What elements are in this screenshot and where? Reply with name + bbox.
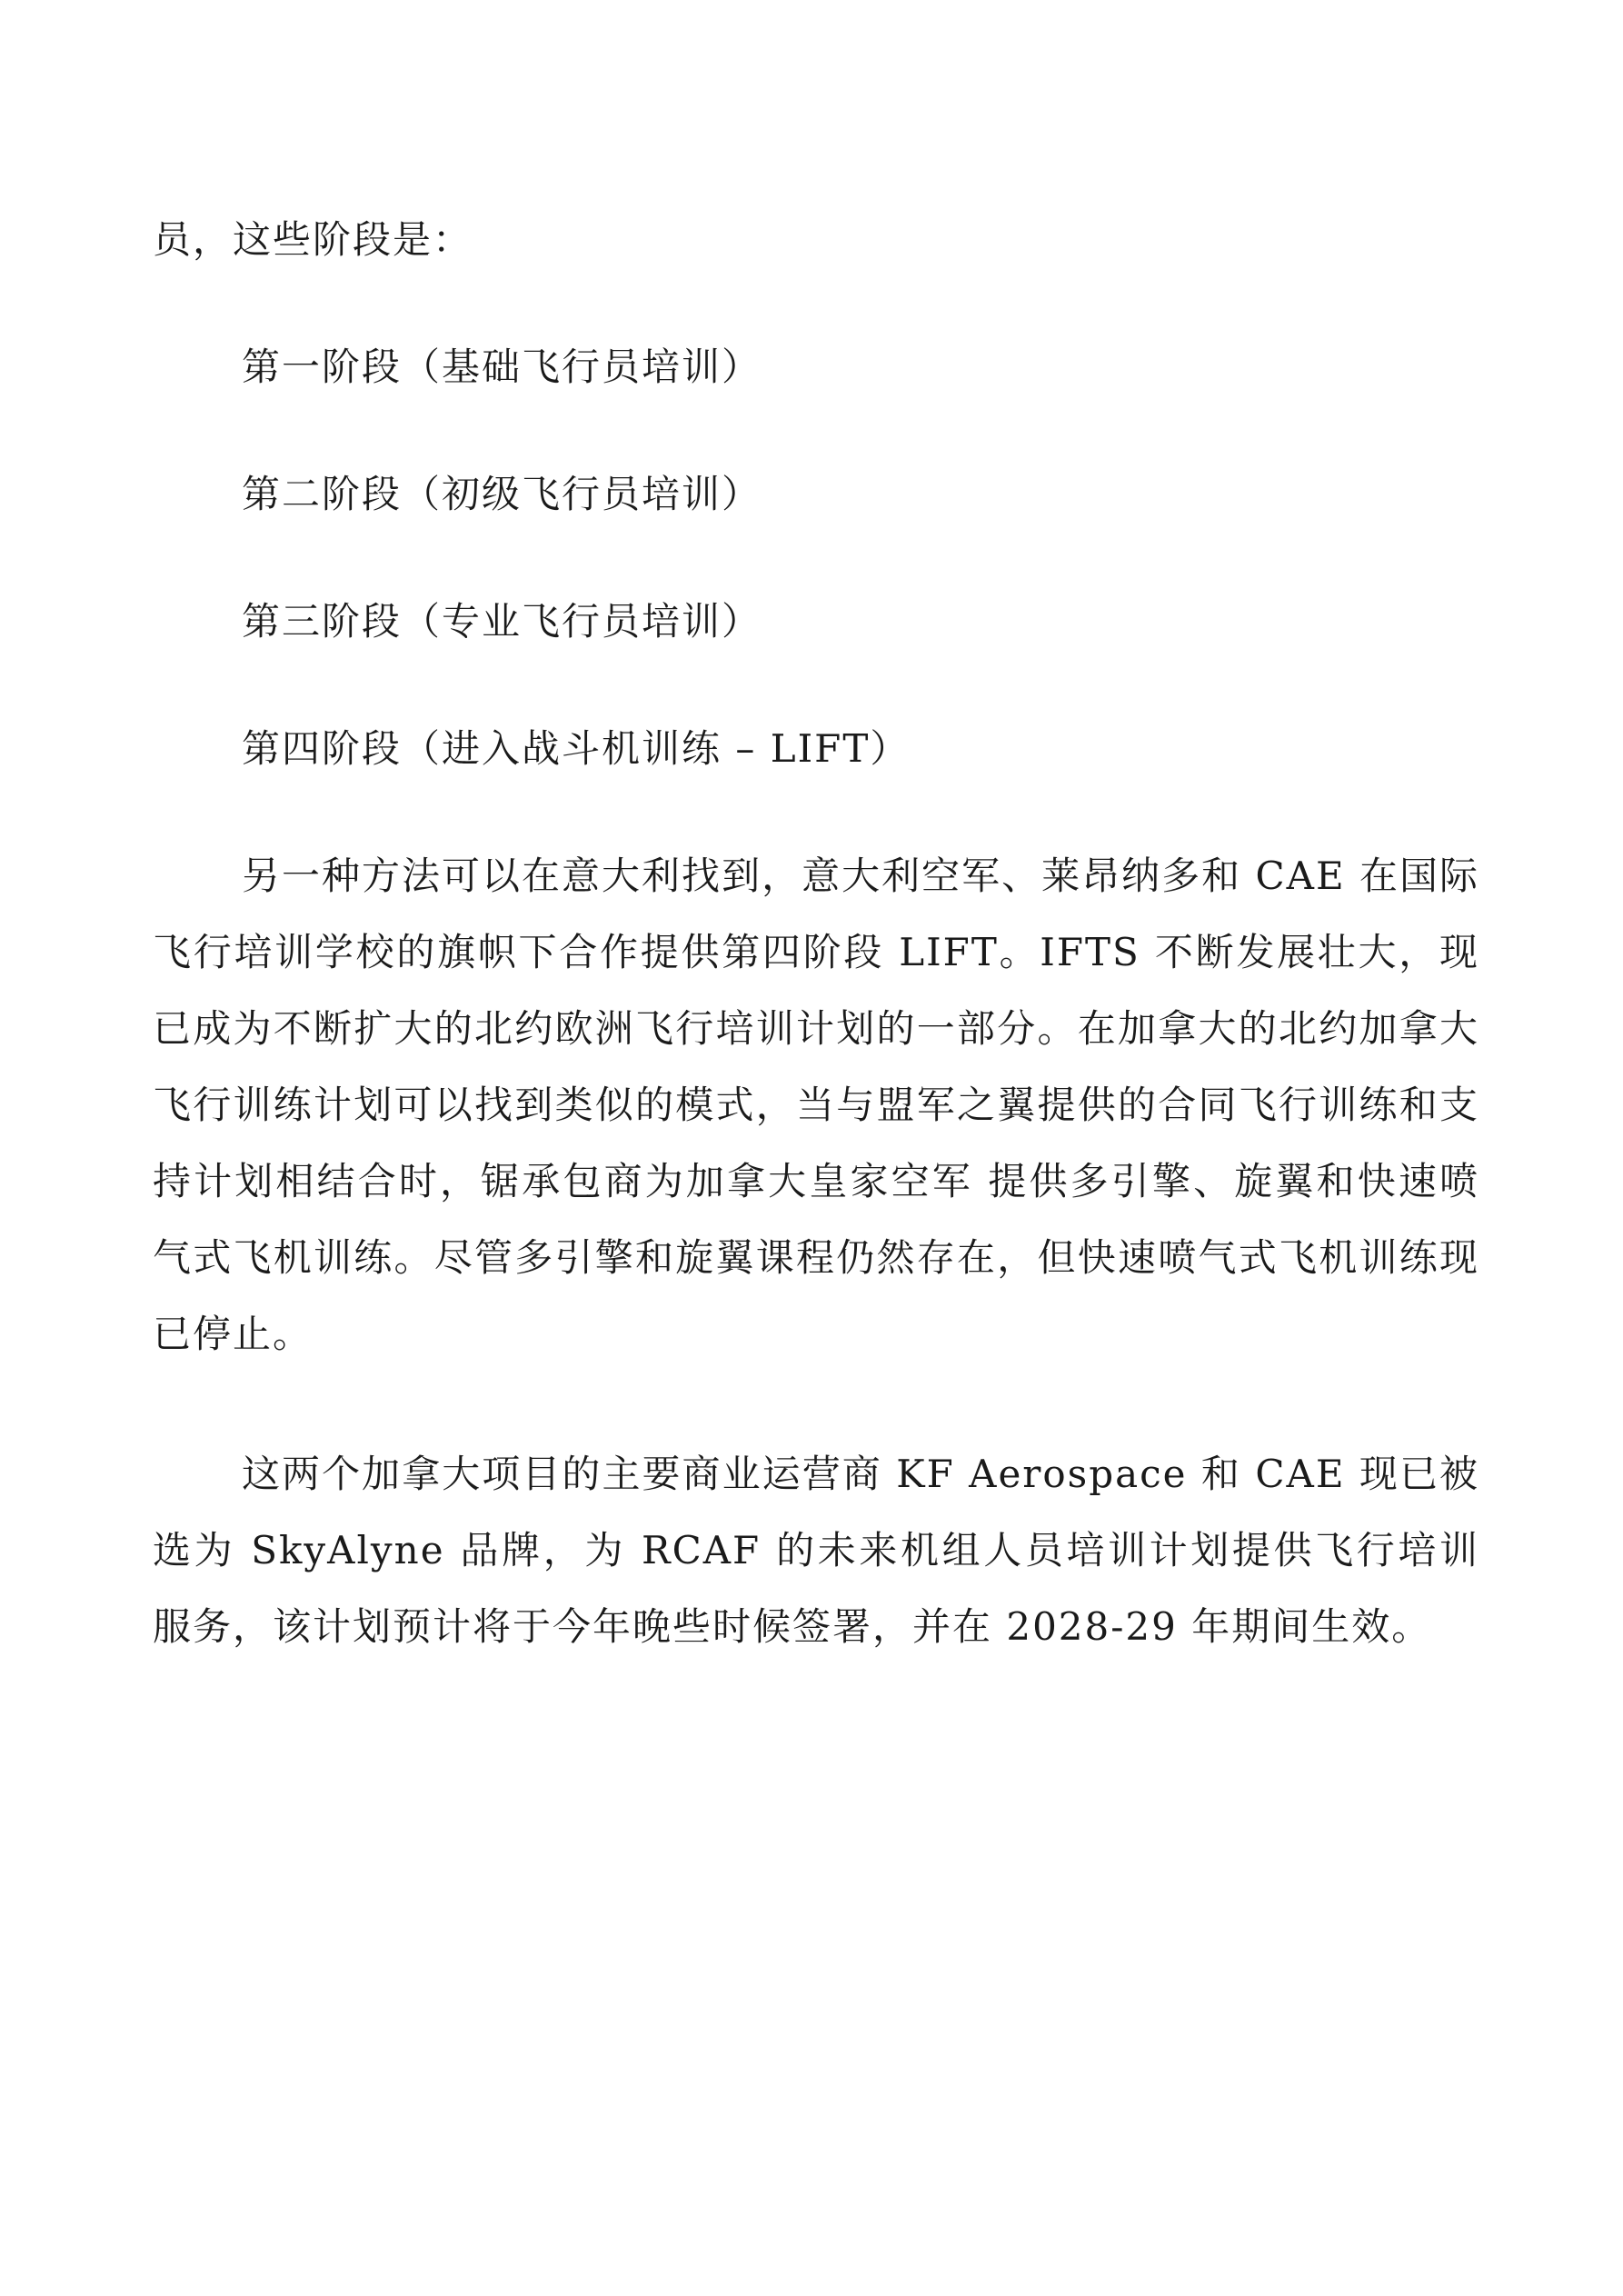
stage-item-3: 第三阶段（专业飞行员培训）	[242, 599, 762, 644]
paragraph-skyalyne: 这两个加拿大项目的主要商业运营商 KF Aerospace 和 CAE 现已被选为 SkyAlyne 品牌，为 RCAF 的未来机组人员培训计划提供飞行培训服务，该计划预计将于今年晚些时候签署，并在 2028-29 年期间生效。	[153, 1452, 1479, 1649]
stage-item-1: 第一阶段（基础飞行员培训）	[242, 344, 762, 389]
stage-item-4: 第四阶段（进入战斗机训练 – LIFT）	[242, 726, 911, 771]
stage-item-2: 第二阶段（初级飞行员培训）	[242, 472, 762, 516]
intro-line: 员，这些阶段是：	[153, 217, 473, 262]
paragraph-italy-canada: 另一种方法可以在意大利找到，意大利空军、莱昂纳多和 CAE 在国际飞行培训学校的旗帜下合作提供第四阶段 LIFT。IFTS 不断发展壮大，现已成为不断扩大的北约欧洲飞行培训计划的一部分。在加拿大的北约加拿大飞行训练计划可以找到类似的模式，当与盟军之翼提供的合同飞行训练和支持计划相结合时，锯承包商为加拿大皇家空军 提供多引擎、旋翼和快速喷气式飞机训练。尽管多引擎和旋翼课程仍然存在，但快速喷气式飞机训练现已停止。	[153, 854, 1479, 1356]
document-body	[153, 202, 1479, 1665]
